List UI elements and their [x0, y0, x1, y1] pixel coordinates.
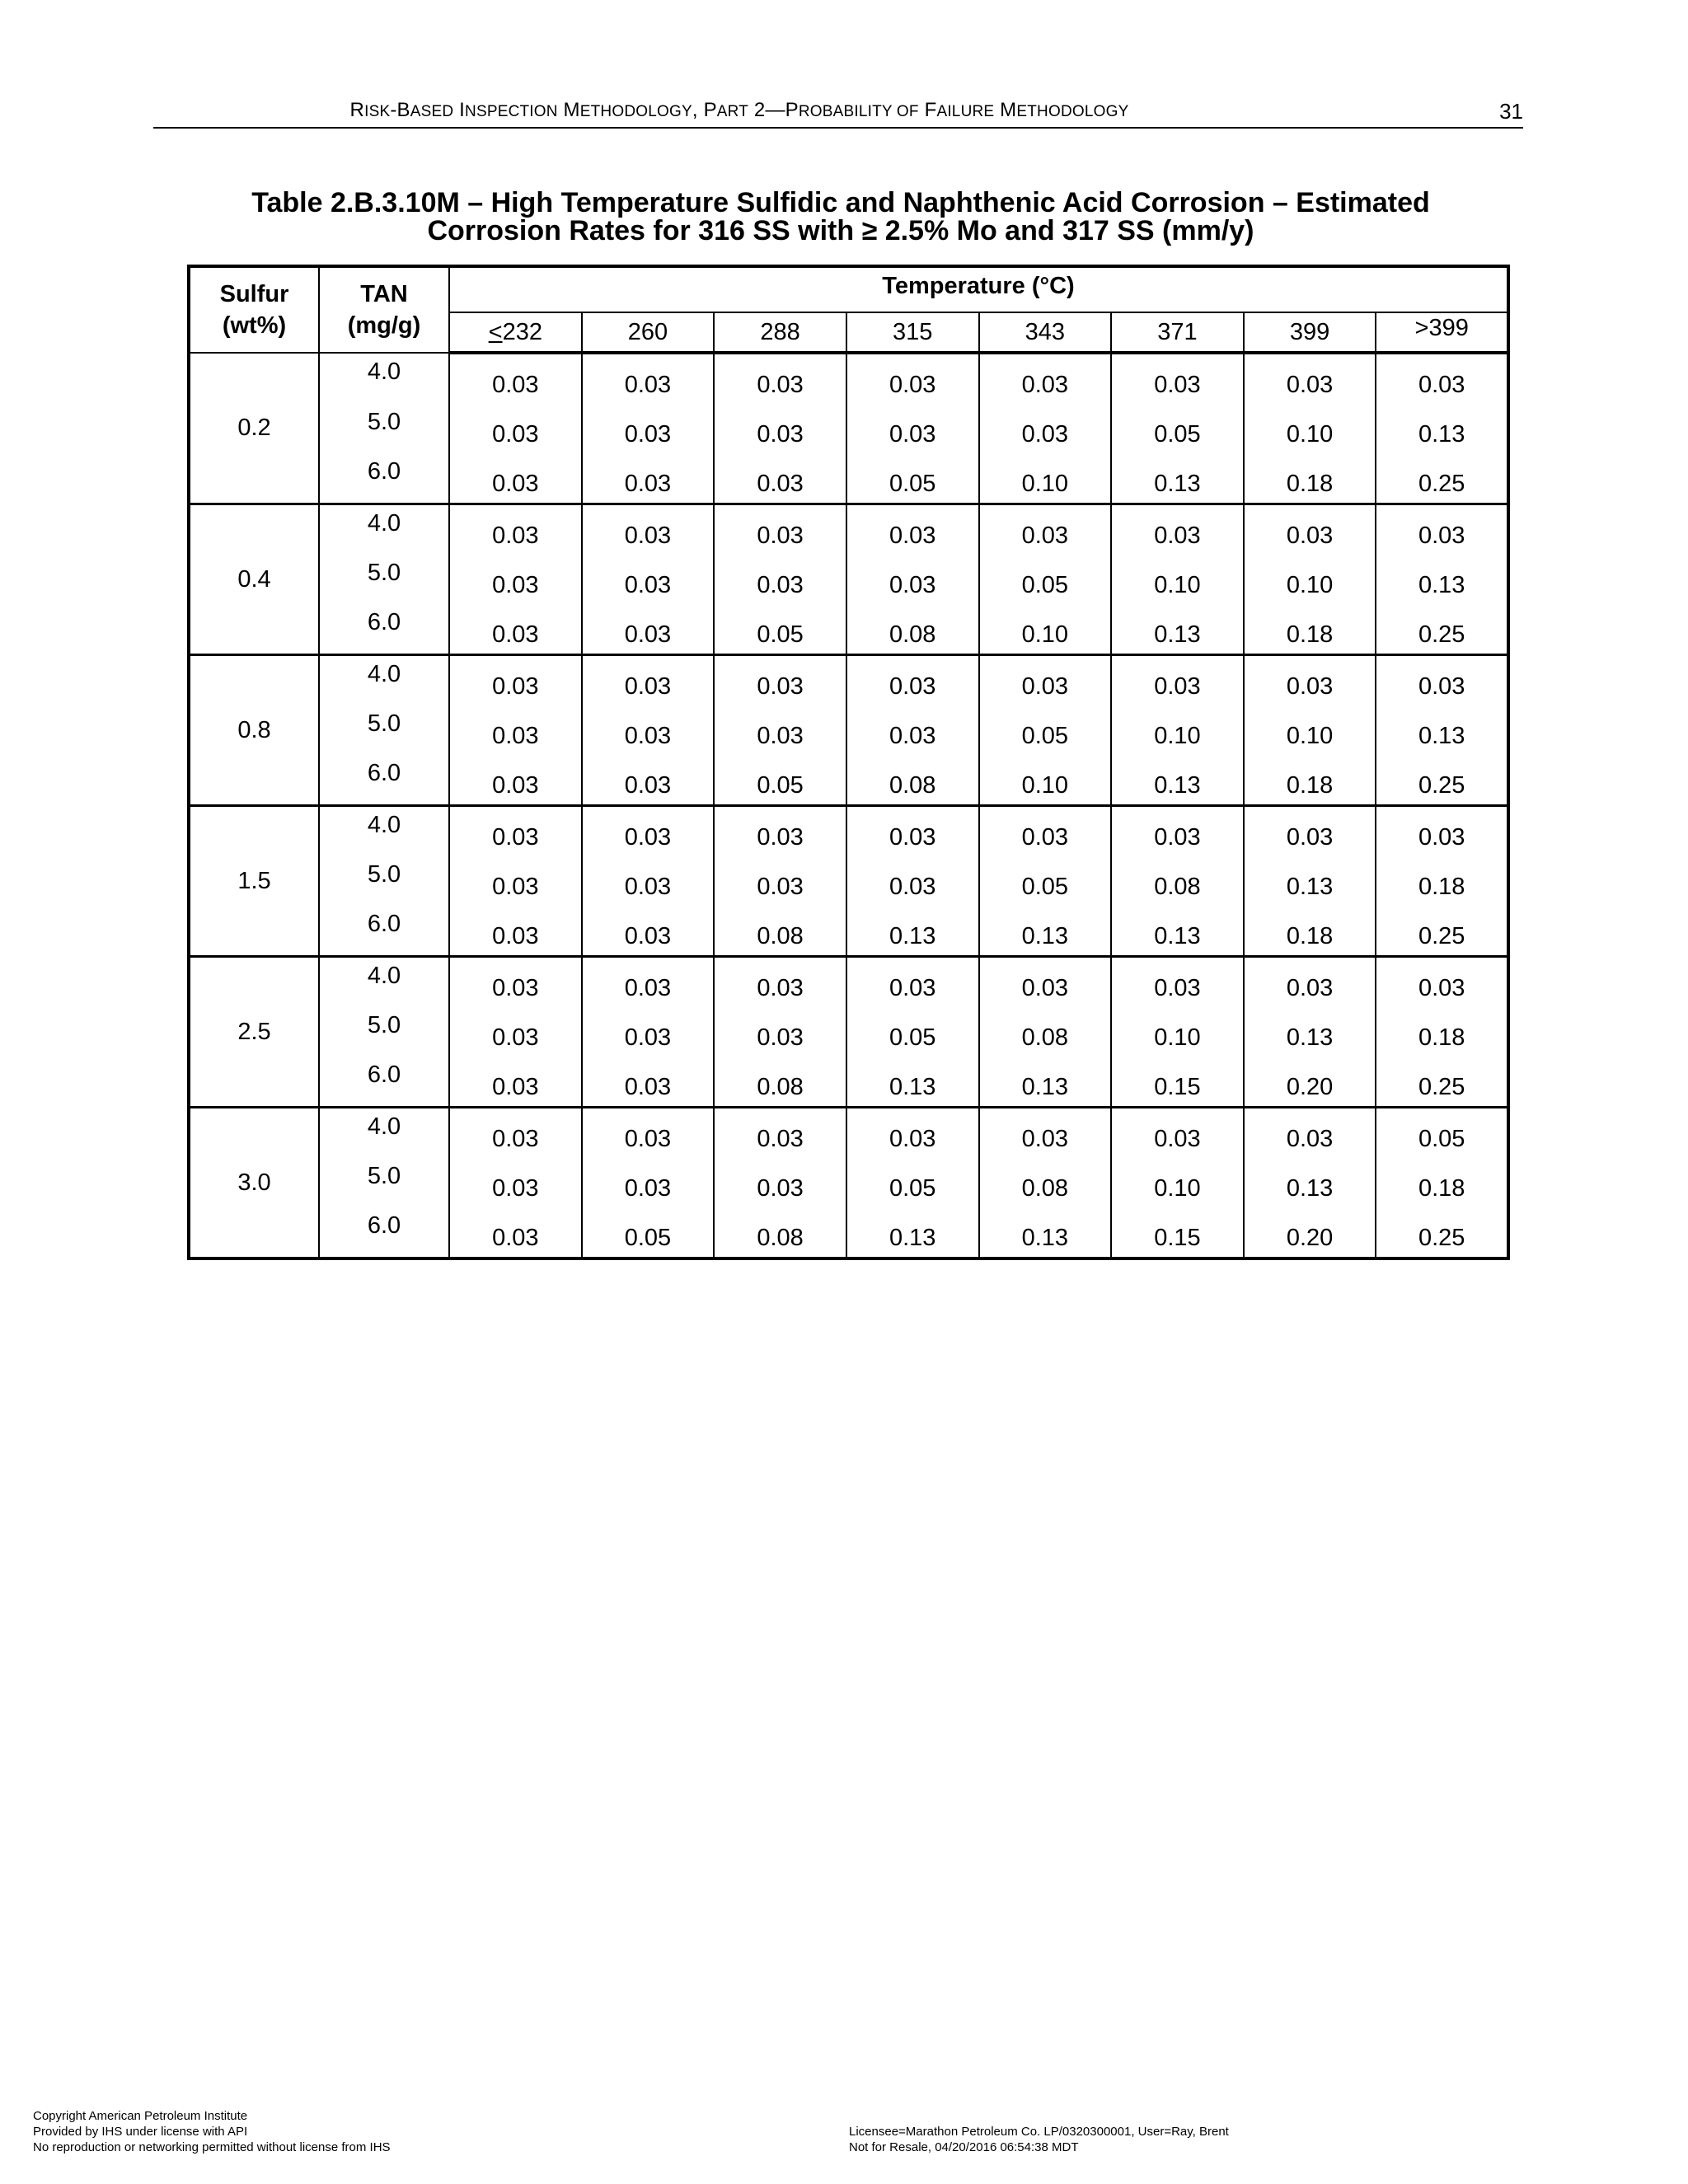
rate-cell: 0.05: [1376, 1108, 1508, 1159]
rate-cell: 0.03: [582, 404, 715, 453]
tan-cell: 6.0: [319, 906, 449, 957]
rate-cell: 0.03: [1111, 1108, 1244, 1159]
rate-cell: 0.03: [1244, 504, 1376, 555]
rate-cell: 0.03: [582, 1057, 715, 1108]
running-title-part: 2—P: [748, 99, 799, 121]
rate-cell: 0.03: [449, 655, 582, 706]
rate-cell: 0.20: [1244, 1057, 1376, 1108]
rate-cell: 0.03: [1111, 504, 1244, 555]
rate-cell: 0.03: [582, 453, 715, 504]
rate-cell: 0.03: [979, 504, 1112, 555]
rate-cell: 0.03: [582, 906, 715, 957]
rate-cell: 0.05: [582, 1207, 715, 1258]
rate-cell: 0.08: [846, 604, 979, 655]
table-row: [189, 655, 1508, 706]
rate-cell: 0.08: [846, 755, 979, 806]
rate-cell: 0.03: [582, 604, 715, 655]
rate-cell: 0.18: [1376, 1158, 1508, 1207]
sulfur-cell: 2.5: [189, 957, 319, 1108]
rate-cell: 0.03: [846, 353, 979, 404]
rate-cell: 0.18: [1244, 453, 1376, 504]
rate-cell: 0.05: [714, 604, 846, 655]
rate-cell: 0.03: [1111, 806, 1244, 857]
rate-cell: 0.13: [1244, 856, 1376, 906]
rate-cell: 0.13: [979, 906, 1112, 957]
rate-cell: 0.03: [449, 806, 582, 857]
footer-line: Copyright American Petroleum Institute: [33, 2109, 248, 2123]
table-row: [189, 1057, 1508, 1108]
rate-cell: 0.13: [979, 1057, 1112, 1108]
rate-cell: 0.05: [714, 755, 846, 806]
tan-cell: 5.0: [319, 404, 449, 453]
sulfur-cell: 3.0: [189, 1108, 319, 1259]
rate-cell: 0.03: [449, 957, 582, 1008]
footer-line: Provided by IHS under license with API: [33, 2125, 248, 2139]
rate-cell: 0.25: [1376, 604, 1508, 655]
rate-cell: 0.03: [979, 1108, 1112, 1159]
rate-cell: 0.03: [449, 453, 582, 504]
rate-cell: 0.03: [582, 555, 715, 604]
table-row: [189, 1158, 1508, 1207]
rate-cell: 0.03: [846, 957, 979, 1008]
tan-cell: 6.0: [319, 1207, 449, 1258]
rate-cell: 0.03: [979, 806, 1112, 857]
rate-cell: 0.05: [979, 705, 1112, 755]
table-title: [165, 189, 1517, 245]
table-row: [189, 1207, 1508, 1258]
rate-cell: 0.03: [979, 353, 1112, 404]
rate-cell: 0.03: [449, 1207, 582, 1258]
rate-cell: 0.03: [714, 957, 846, 1008]
tan-cell: 5.0: [319, 1007, 449, 1057]
sulfur-cell: 0.8: [189, 655, 319, 806]
table-row: [189, 806, 1508, 857]
rate-cell: 0.03: [846, 1108, 979, 1159]
rate-cell: 0.18: [1244, 755, 1376, 806]
table-row: [189, 504, 1508, 555]
rate-cell: 0.03: [582, 655, 715, 706]
rate-cell: 0.08: [714, 1057, 846, 1108]
rate-cell: 0.08: [979, 1007, 1112, 1057]
table-row: [189, 856, 1508, 906]
table-row: [189, 1108, 1508, 1159]
running-title-part: ETHODOLOGY: [1016, 103, 1129, 120]
rate-cell: 0.03: [582, 1108, 715, 1159]
rate-cell: 0.03: [979, 404, 1112, 453]
rate-cell: 0.15: [1111, 1057, 1244, 1108]
table-title-line-2: Corrosion Rates for 316 SS with ≥ 2.5% Mo and 317 SS (mm/y): [427, 215, 1254, 246]
rate-cell: 0.03: [714, 655, 846, 706]
rate-cell: 0.08: [979, 1158, 1112, 1207]
rate-cell: 0.03: [846, 555, 979, 604]
rate-cell: 0.18: [1376, 1007, 1508, 1057]
tan-cell: 4.0: [319, 806, 449, 857]
rate-cell: 0.03: [449, 404, 582, 453]
running-title-part: ART: [716, 103, 749, 120]
rate-cell: 0.25: [1376, 453, 1508, 504]
rate-cell: 0.03: [449, 1007, 582, 1057]
footer-line: Not for Resale, 04/20/2016 06:54:38 MDT: [849, 2140, 1079, 2154]
table-row: [189, 755, 1508, 806]
rate-cell: 0.03: [1111, 957, 1244, 1008]
sulfur-cell: 1.5: [189, 806, 319, 957]
table-row: [189, 353, 1508, 404]
rate-cell: 0.03: [449, 906, 582, 957]
rate-cell: 0.13: [1244, 1007, 1376, 1057]
rate-cell: 0.03: [582, 1007, 715, 1057]
tan-cell: 5.0: [319, 1158, 449, 1207]
rate-cell: 0.03: [1111, 353, 1244, 404]
rate-cell: 0.13: [1376, 404, 1508, 453]
rate-cell: 0.03: [1376, 655, 1508, 706]
tan-cell: 6.0: [319, 604, 449, 655]
rate-cell: 0.03: [582, 353, 715, 404]
rate-cell: 0.13: [1244, 1158, 1376, 1207]
rate-cell: 0.05: [846, 1158, 979, 1207]
rate-cell: 0.20: [1244, 1207, 1376, 1258]
temperature-column-header: 315: [846, 312, 979, 353]
rate-cell: 0.03: [714, 1158, 846, 1207]
rate-cell: 0.03: [714, 1007, 846, 1057]
temperature-column-header: 288: [714, 312, 846, 353]
rate-cell: 0.18: [1244, 906, 1376, 957]
rate-cell: 0.13: [1111, 604, 1244, 655]
rate-cell: 0.13: [846, 906, 979, 957]
temperature-column-header: 343: [979, 312, 1112, 353]
temperature-column-header: <232: [449, 312, 582, 353]
header-line: Sulfur: [219, 281, 289, 307]
table-row: [189, 957, 1508, 1008]
rate-cell: 0.03: [582, 504, 715, 555]
rate-cell: 0.03: [1244, 806, 1376, 857]
rate-cell: 0.03: [449, 1057, 582, 1108]
running-title: [153, 99, 1325, 122]
sulfur-cell: 0.2: [189, 353, 319, 504]
rate-cell: 0.13: [1111, 906, 1244, 957]
rate-cell: 0.03: [1111, 655, 1244, 706]
rate-cell: 0.03: [1244, 957, 1376, 1008]
rate-cell: 0.03: [714, 404, 846, 453]
rate-cell: 0.10: [1244, 404, 1376, 453]
rate-cell: 0.03: [449, 504, 582, 555]
rate-cell: 0.03: [846, 856, 979, 906]
table-row: [189, 555, 1508, 604]
running-title-part: AILURE: [936, 103, 995, 120]
rate-cell: 0.10: [1111, 1158, 1244, 1207]
tan-cell: 5.0: [319, 856, 449, 906]
header-tan: [319, 266, 449, 353]
rate-cell: 0.13: [1376, 555, 1508, 604]
rate-cell: 0.18: [1244, 604, 1376, 655]
table-row: [189, 1007, 1508, 1057]
tan-cell: 4.0: [319, 655, 449, 706]
rate-cell: 0.05: [846, 453, 979, 504]
rate-cell: 0.03: [714, 1108, 846, 1159]
running-title-part: ROBABILITY OF: [798, 103, 919, 120]
running-title-part: I: [453, 99, 466, 121]
rate-cell: 0.25: [1376, 906, 1508, 957]
rate-cell: 0.03: [449, 1158, 582, 1207]
rate-cell: 0.10: [979, 604, 1112, 655]
rate-cell: 0.03: [714, 353, 846, 404]
footer-line: No reproduction or networking permitted without license from IHS: [33, 2140, 391, 2154]
running-title-part: ASED: [410, 103, 454, 120]
rate-cell: 0.03: [449, 353, 582, 404]
sulfur-cell: 0.4: [189, 504, 319, 655]
rate-cell: 0.08: [714, 906, 846, 957]
corrosion-rate-table: [187, 265, 1510, 1260]
rate-cell: 0.05: [979, 856, 1112, 906]
rate-cell: 0.03: [582, 856, 715, 906]
table-row: [189, 604, 1508, 655]
running-header: [153, 99, 1523, 129]
table-row: [189, 404, 1508, 453]
rate-cell: 0.25: [1376, 755, 1508, 806]
rate-cell: 0.03: [582, 1158, 715, 1207]
rate-cell: 0.05: [979, 555, 1112, 604]
rate-cell: 0.03: [979, 655, 1112, 706]
rate-cell: 0.03: [714, 555, 846, 604]
rate-cell: 0.08: [714, 1207, 846, 1258]
tan-cell: 5.0: [319, 705, 449, 755]
running-title-part: -B: [390, 99, 410, 121]
rate-cell: 0.03: [1376, 957, 1508, 1008]
rate-cell: 0.03: [979, 957, 1112, 1008]
rate-cell: 0.18: [1376, 856, 1508, 906]
rate-cell: 0.03: [449, 555, 582, 604]
running-title-part: M: [994, 99, 1017, 121]
rate-cell: 0.03: [714, 705, 846, 755]
running-title-part: R: [349, 99, 365, 121]
tan-cell: 6.0: [319, 1057, 449, 1108]
table-title-line-1: Table 2.B.3.10M – High Temperature Sulfidic and Naphthenic Acid Corrosion – Estimated: [251, 187, 1430, 218]
rate-cell: 0.03: [582, 806, 715, 857]
rate-cell: 0.03: [449, 856, 582, 906]
rate-cell: 0.03: [1376, 504, 1508, 555]
rate-cell: 0.03: [582, 755, 715, 806]
temperature-column-header: 399: [1244, 312, 1376, 353]
tan-cell: 6.0: [319, 453, 449, 504]
running-title-part: ETHODOLOGY: [579, 103, 692, 120]
rate-cell: 0.03: [714, 504, 846, 555]
table-row: [189, 705, 1508, 755]
table-row: [189, 906, 1508, 957]
table-body: [189, 353, 1508, 1258]
running-title-part: , P: [692, 99, 717, 121]
rate-cell: 0.03: [1376, 806, 1508, 857]
running-title-part: F: [918, 99, 937, 121]
rate-cell: 0.10: [1111, 555, 1244, 604]
rate-cell: 0.03: [449, 604, 582, 655]
rate-cell: 0.15: [1111, 1207, 1244, 1258]
footer-copyright: [33, 2108, 391, 2155]
rate-cell: 0.10: [979, 755, 1112, 806]
rate-cell: 0.03: [846, 655, 979, 706]
rate-cell: 0.13: [1111, 755, 1244, 806]
rate-cell: 0.25: [1376, 1057, 1508, 1108]
tan-cell: 6.0: [319, 755, 449, 806]
running-title-part: M: [557, 99, 580, 121]
page-number: 31: [1499, 99, 1523, 124]
tan-cell: 4.0: [319, 504, 449, 555]
temperature-column-header: >399: [1376, 312, 1508, 353]
rate-cell: 0.03: [449, 705, 582, 755]
temperature-column-header: 371: [1111, 312, 1244, 353]
rate-cell: 0.08: [1111, 856, 1244, 906]
rate-cell: 0.03: [1376, 353, 1508, 404]
rate-cell: 0.03: [582, 957, 715, 1008]
header-line: (wt%): [222, 312, 287, 339]
rate-cell: 0.10: [1111, 1007, 1244, 1057]
rate-cell: 0.03: [1244, 1108, 1376, 1159]
running-title-part: NSPECTION: [465, 103, 558, 120]
temperature-column-header: 260: [582, 312, 715, 353]
footer-license: [849, 2124, 1229, 2155]
rate-cell: 0.03: [846, 504, 979, 555]
table-row: [189, 453, 1508, 504]
header-line: (mg/g): [347, 312, 421, 339]
rate-cell: 0.10: [1244, 705, 1376, 755]
header-sulfur: [189, 266, 319, 353]
tan-cell: 4.0: [319, 1108, 449, 1159]
rate-cell: 0.03: [714, 856, 846, 906]
rate-cell: 0.03: [714, 806, 846, 857]
rate-cell: 0.03: [449, 1108, 582, 1159]
rate-cell: 0.13: [846, 1057, 979, 1108]
rate-cell: 0.03: [1244, 655, 1376, 706]
tan-cell: 4.0: [319, 957, 449, 1008]
footer-line: Licensee=Marathon Petroleum Co. LP/0320300001, User=Ray, Brent: [849, 2125, 1229, 2139]
rate-cell: 0.13: [1111, 453, 1244, 504]
rate-cell: 0.10: [1111, 705, 1244, 755]
rate-cell: 0.05: [1111, 404, 1244, 453]
rate-cell: 0.03: [846, 705, 979, 755]
rate-cell: 0.13: [979, 1207, 1112, 1258]
rate-cell: 0.13: [846, 1207, 979, 1258]
rate-cell: 0.25: [1376, 1207, 1508, 1258]
rate-cell: 0.03: [1244, 353, 1376, 404]
header-line: TAN: [360, 281, 408, 307]
header-temperature: Temperature (°C): [449, 266, 1508, 312]
rate-cell: 0.03: [714, 453, 846, 504]
rate-cell: 0.10: [979, 453, 1112, 504]
tan-cell: 5.0: [319, 555, 449, 604]
tan-cell: 4.0: [319, 353, 449, 404]
rate-cell: 0.03: [582, 705, 715, 755]
rate-cell: 0.13: [1376, 705, 1508, 755]
rate-cell: 0.05: [846, 1007, 979, 1057]
rate-cell: 0.03: [449, 755, 582, 806]
rate-cell: 0.10: [1244, 555, 1376, 604]
rate-cell: 0.03: [846, 806, 979, 857]
running-title-part: ISK: [364, 103, 391, 120]
rate-cell: 0.03: [846, 404, 979, 453]
